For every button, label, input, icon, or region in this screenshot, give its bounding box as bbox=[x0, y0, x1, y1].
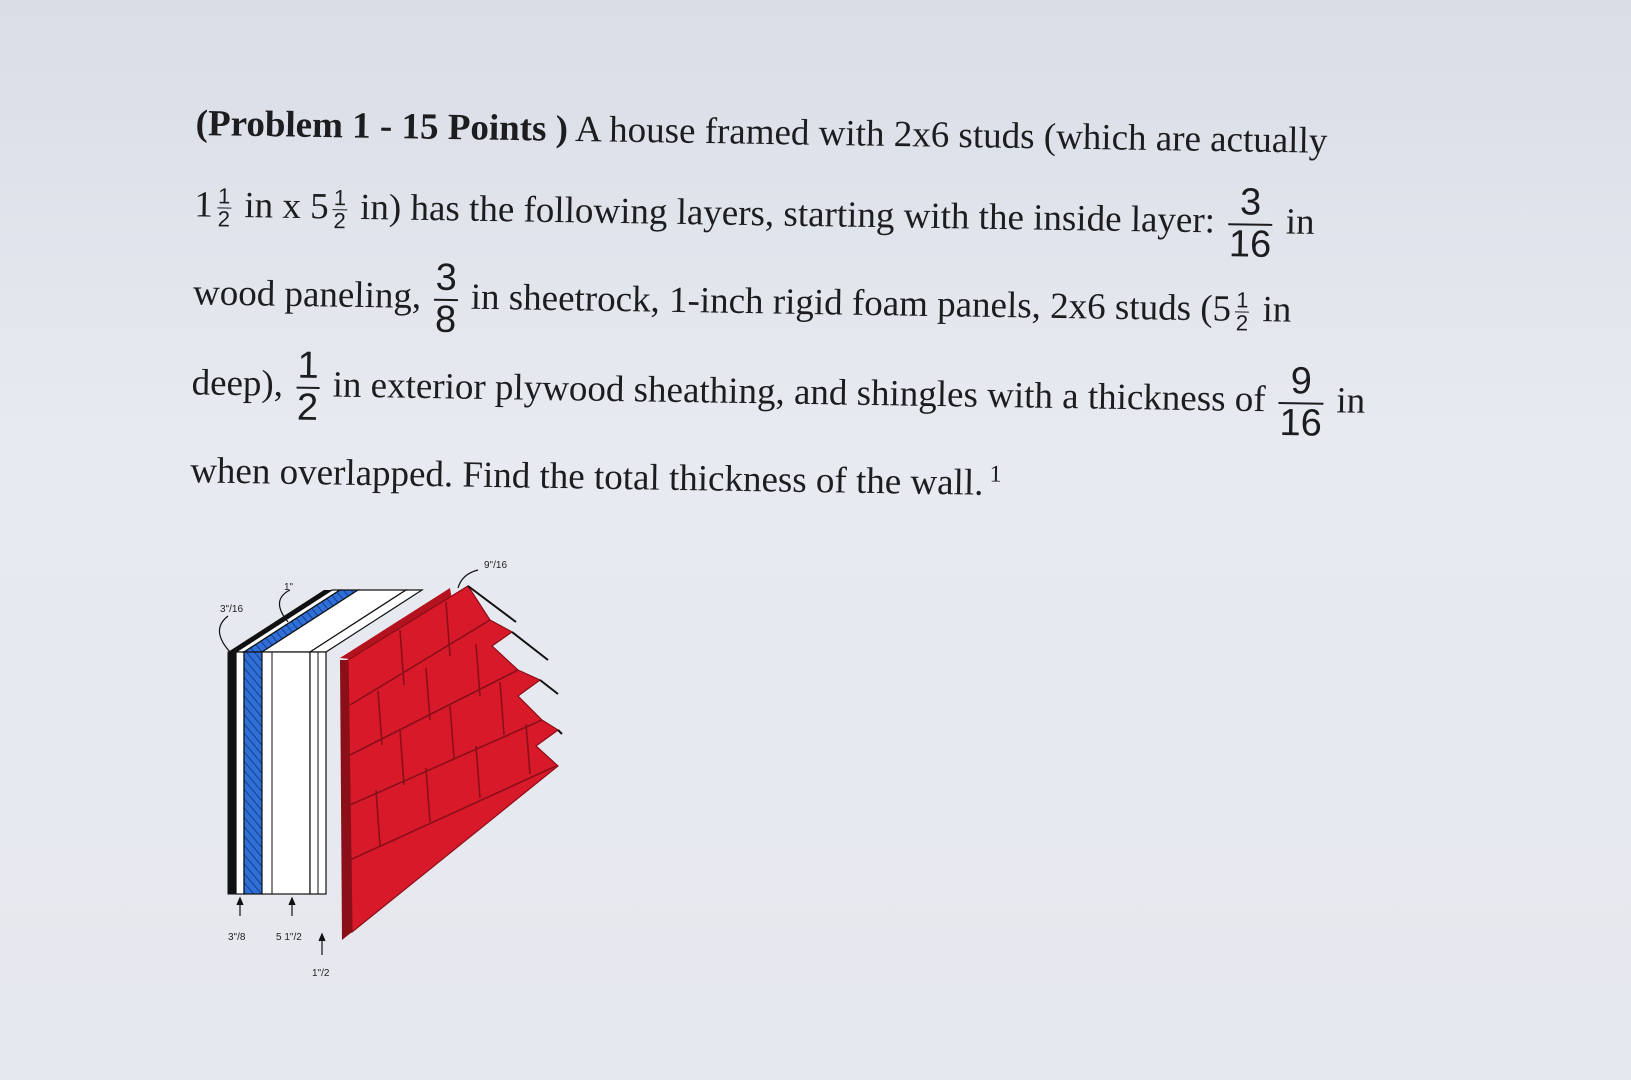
fraction-one-half bbox=[296, 344, 320, 429]
label-studs: 5 1"/2 bbox=[276, 932, 302, 943]
label-sheetrock: 3"/8 bbox=[228, 932, 246, 943]
wall-layers-diagram bbox=[200, 560, 580, 1000]
problem-line-3 bbox=[192, 255, 1292, 354]
problem-statement bbox=[189, 103, 1526, 504]
fraction-one-half bbox=[332, 185, 347, 234]
fraction-numerator: 1 bbox=[297, 344, 320, 387]
mixed-number-whole: 1 bbox=[194, 184, 214, 226]
problem-text-4b: in exterior plywood sheathing, and shingles with a thickness of bbox=[332, 364, 1266, 421]
problem-text-3a: wood paneling, bbox=[192, 272, 422, 317]
label-paneling: 3"/16 bbox=[220, 604, 244, 615]
problem-text-in-x: in x bbox=[244, 185, 302, 228]
unit-in: in bbox=[1285, 201, 1315, 243]
mixed-number-whole: 5 bbox=[309, 186, 330, 228]
fraction-numerator: 1 bbox=[217, 183, 231, 209]
fraction-denominator: 8 bbox=[434, 298, 457, 342]
problem-line-2 bbox=[194, 167, 1315, 266]
fraction-denominator: 16 bbox=[1279, 401, 1323, 445]
fraction-denominator: 2 bbox=[333, 208, 346, 234]
problem-text-5: when overlapped. Find the total thickness of the wall. bbox=[189, 450, 984, 504]
label-sheathing: 1"/2 bbox=[312, 968, 330, 979]
fraction-denominator: 2 bbox=[1235, 310, 1249, 336]
problem-text-1: A house framed with 2x6 studs (which are actually bbox=[574, 108, 1328, 162]
fraction-nine-sixteenths bbox=[1278, 362, 1324, 444]
fraction-three-eighths bbox=[434, 256, 458, 342]
unit-in: in bbox=[1262, 289, 1292, 331]
problem-line-4 bbox=[191, 345, 1366, 445]
fraction-numerator: 9 bbox=[1290, 360, 1313, 403]
unit-in: in bbox=[1336, 380, 1366, 422]
fraction-three-sixteenths bbox=[1228, 183, 1274, 265]
problem-text-2: in) has the following layers, starting with the inside layer: bbox=[359, 186, 1216, 242]
shingles-layer bbox=[340, 586, 562, 940]
problem-line-5 bbox=[190, 450, 1002, 502]
fraction-denominator: 2 bbox=[217, 206, 231, 232]
fraction-numerator: 3 bbox=[1239, 181, 1262, 224]
fraction-one-half bbox=[217, 183, 232, 232]
fraction-denominator: 16 bbox=[1228, 223, 1272, 266]
problem-text-4a: deep), bbox=[191, 362, 284, 405]
label-foam: 1" bbox=[284, 582, 294, 593]
problem-heading: (Problem 1 - 15 Points ) bbox=[195, 103, 569, 150]
fraction-numerator: 3 bbox=[435, 256, 458, 300]
problem-text-3b: in sheetrock, 1-inch rigid foam panels, 2x6 studs (5 bbox=[470, 276, 1232, 330]
fraction-denominator: 2 bbox=[296, 386, 319, 429]
fraction-numerator: 1 bbox=[1236, 287, 1249, 313]
fraction-numerator: 1 bbox=[333, 185, 347, 211]
label-shingles: 9"/16 bbox=[484, 560, 508, 571]
problem-line-1 bbox=[195, 105, 1327, 160]
fraction-one-half bbox=[1235, 287, 1250, 336]
footnote-marker: 1 bbox=[989, 461, 1002, 488]
